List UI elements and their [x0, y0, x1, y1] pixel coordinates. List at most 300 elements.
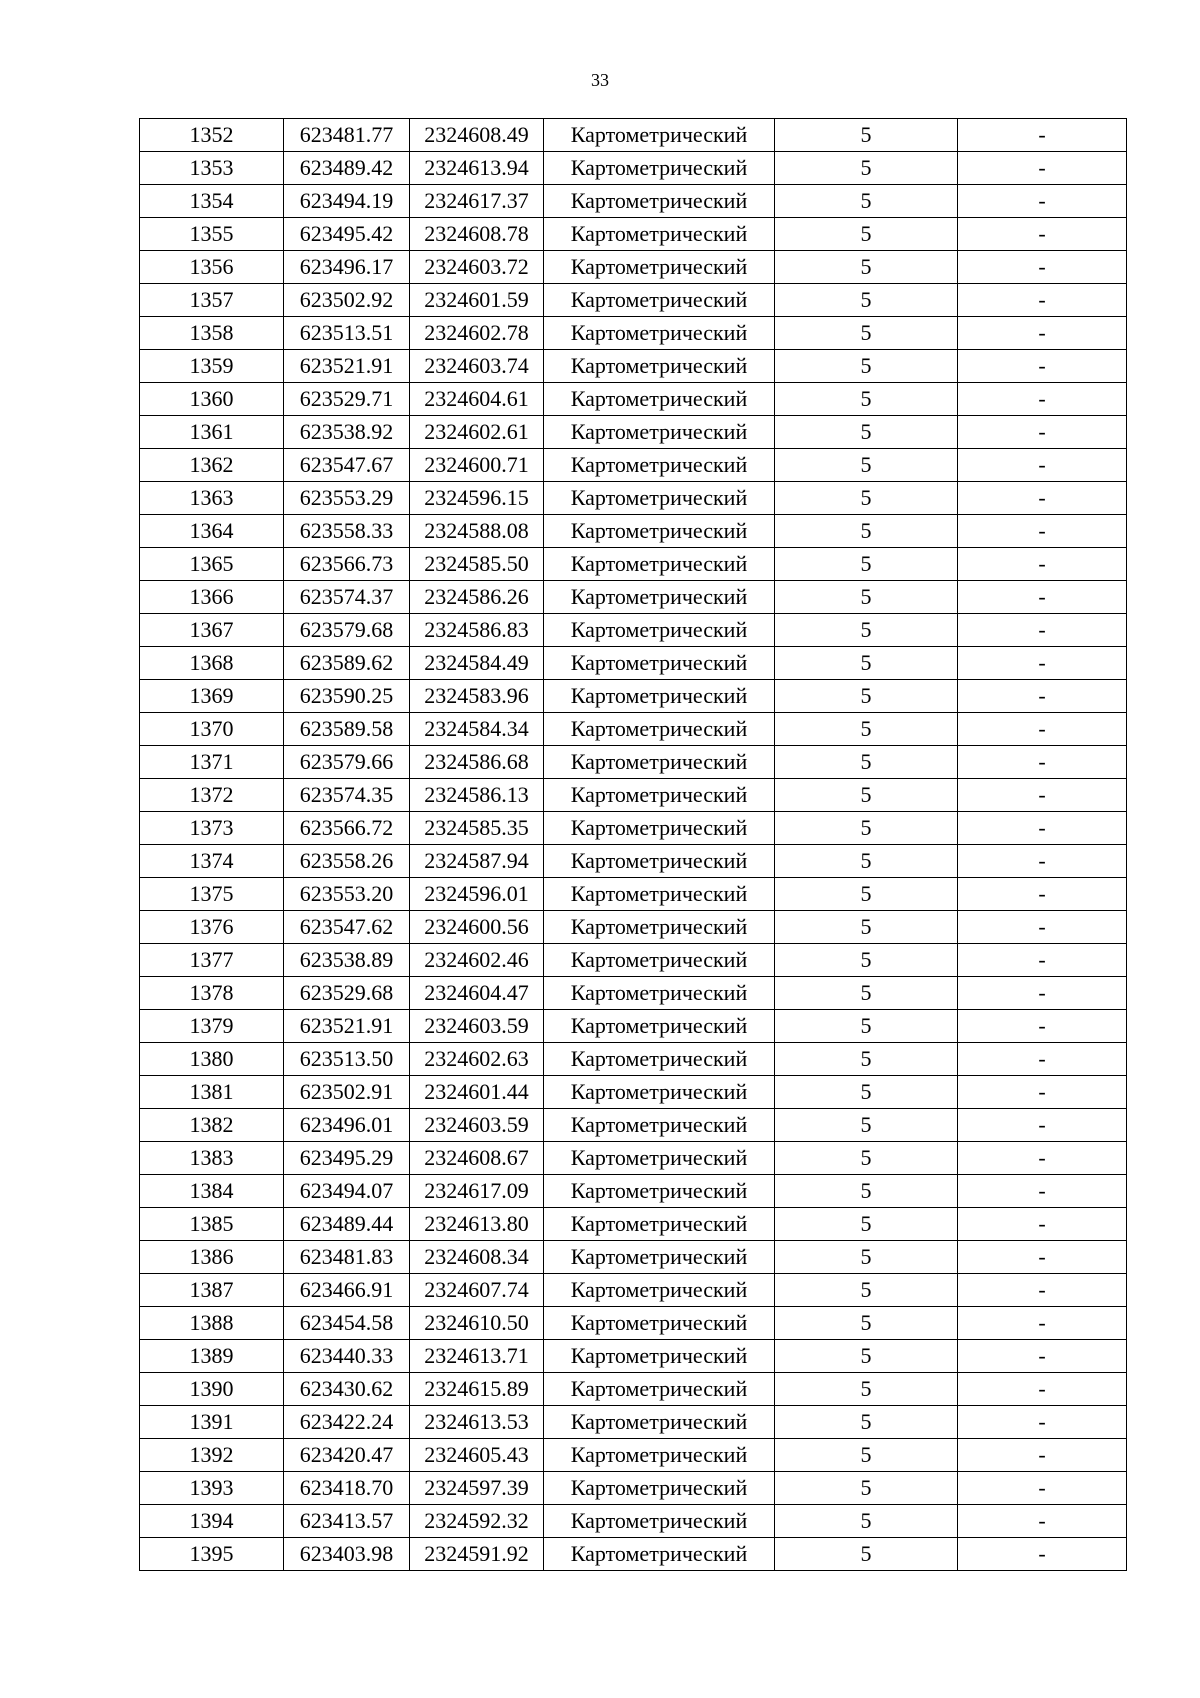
- point-number-cell: 1372: [140, 779, 284, 812]
- x-coordinate-cell: 623538.92: [284, 416, 410, 449]
- accuracy-cell: 5: [775, 416, 958, 449]
- accuracy-cell: 5: [775, 1043, 958, 1076]
- y-coordinate-cell: 2324603.74: [410, 350, 544, 383]
- point-number-cell: 1390: [140, 1373, 284, 1406]
- description-cell: -: [958, 713, 1127, 746]
- y-coordinate-cell: 2324586.68: [410, 746, 544, 779]
- x-coordinate-cell: 623494.07: [284, 1175, 410, 1208]
- description-cell: -: [958, 317, 1127, 350]
- x-coordinate-cell: 623521.91: [284, 1010, 410, 1043]
- method-cell: Картометрический: [544, 317, 775, 350]
- accuracy-cell: 5: [775, 911, 958, 944]
- accuracy-cell: 5: [775, 1439, 958, 1472]
- point-number-cell: 1359: [140, 350, 284, 383]
- method-cell: Картометрический: [544, 449, 775, 482]
- accuracy-cell: 5: [775, 1472, 958, 1505]
- table-row: [140, 1208, 1127, 1241]
- method-cell: Картометрический: [544, 812, 775, 845]
- accuracy-cell: 5: [775, 548, 958, 581]
- table-row: [140, 1373, 1127, 1406]
- y-coordinate-cell: 2324601.59: [410, 284, 544, 317]
- method-cell: Картометрический: [544, 119, 775, 152]
- description-cell: -: [958, 119, 1127, 152]
- point-number-cell: 1354: [140, 185, 284, 218]
- y-coordinate-cell: 2324608.78: [410, 218, 544, 251]
- description-cell: -: [958, 515, 1127, 548]
- y-coordinate-cell: 2324608.67: [410, 1142, 544, 1175]
- point-number-cell: 1367: [140, 614, 284, 647]
- x-coordinate-cell: 623513.50: [284, 1043, 410, 1076]
- point-number-cell: 1391: [140, 1406, 284, 1439]
- accuracy-cell: 5: [775, 779, 958, 812]
- accuracy-cell: 5: [775, 383, 958, 416]
- method-cell: Картометрический: [544, 1076, 775, 1109]
- description-cell: -: [958, 1505, 1127, 1538]
- description-cell: -: [958, 911, 1127, 944]
- description-cell: -: [958, 218, 1127, 251]
- y-coordinate-cell: 2324601.44: [410, 1076, 544, 1109]
- method-cell: Картометрический: [544, 779, 775, 812]
- table-row: [140, 1505, 1127, 1538]
- y-coordinate-cell: 2324596.15: [410, 482, 544, 515]
- point-number-cell: 1380: [140, 1043, 284, 1076]
- method-cell: Картометрический: [544, 1472, 775, 1505]
- point-number-cell: 1368: [140, 647, 284, 680]
- description-cell: -: [958, 1274, 1127, 1307]
- description-cell: -: [958, 1043, 1127, 1076]
- method-cell: Картометрический: [544, 878, 775, 911]
- table-row: [140, 1076, 1127, 1109]
- method-cell: Картометрический: [544, 1208, 775, 1241]
- accuracy-cell: 5: [775, 1175, 958, 1208]
- point-number-cell: 1382: [140, 1109, 284, 1142]
- x-coordinate-cell: 623566.73: [284, 548, 410, 581]
- y-coordinate-cell: 2324603.72: [410, 251, 544, 284]
- method-cell: Картометрический: [544, 1142, 775, 1175]
- table-row: [140, 812, 1127, 845]
- x-coordinate-cell: 623590.25: [284, 680, 410, 713]
- method-cell: Картометрический: [544, 350, 775, 383]
- method-cell: Картометрический: [544, 284, 775, 317]
- x-coordinate-cell: 623496.17: [284, 251, 410, 284]
- accuracy-cell: 5: [775, 1010, 958, 1043]
- x-coordinate-cell: 623422.24: [284, 1406, 410, 1439]
- y-coordinate-cell: 2324602.63: [410, 1043, 544, 1076]
- description-cell: -: [958, 680, 1127, 713]
- table-row: [140, 152, 1127, 185]
- description-cell: -: [958, 152, 1127, 185]
- point-number-cell: 1387: [140, 1274, 284, 1307]
- y-coordinate-cell: 2324584.49: [410, 647, 544, 680]
- description-cell: -: [958, 1538, 1127, 1571]
- point-number-cell: 1366: [140, 581, 284, 614]
- description-cell: -: [958, 1439, 1127, 1472]
- method-cell: Картометрический: [544, 1538, 775, 1571]
- method-cell: Картометрический: [544, 1109, 775, 1142]
- x-coordinate-cell: 623521.91: [284, 350, 410, 383]
- description-cell: -: [958, 1175, 1127, 1208]
- description-cell: -: [958, 614, 1127, 647]
- x-coordinate-cell: 623481.77: [284, 119, 410, 152]
- accuracy-cell: 5: [775, 1076, 958, 1109]
- x-coordinate-cell: 623529.68: [284, 977, 410, 1010]
- point-number-cell: 1395: [140, 1538, 284, 1571]
- y-coordinate-cell: 2324585.50: [410, 548, 544, 581]
- point-number-cell: 1378: [140, 977, 284, 1010]
- y-coordinate-cell: 2324586.83: [410, 614, 544, 647]
- point-number-cell: 1381: [140, 1076, 284, 1109]
- table-row: [140, 1142, 1127, 1175]
- table-row: [140, 350, 1127, 383]
- method-cell: Картометрический: [544, 944, 775, 977]
- table-row: [140, 944, 1127, 977]
- point-number-cell: 1375: [140, 878, 284, 911]
- method-cell: Картометрический: [544, 1340, 775, 1373]
- method-cell: Картометрический: [544, 713, 775, 746]
- accuracy-cell: 5: [775, 878, 958, 911]
- table-row: [140, 218, 1127, 251]
- description-cell: -: [958, 746, 1127, 779]
- method-cell: Картометрический: [544, 416, 775, 449]
- y-coordinate-cell: 2324617.09: [410, 1175, 544, 1208]
- x-coordinate-cell: 623579.66: [284, 746, 410, 779]
- y-coordinate-cell: 2324603.59: [410, 1109, 544, 1142]
- y-coordinate-cell: 2324613.71: [410, 1340, 544, 1373]
- x-coordinate-cell: 623547.67: [284, 449, 410, 482]
- y-coordinate-cell: 2324586.13: [410, 779, 544, 812]
- description-cell: -: [958, 1406, 1127, 1439]
- x-coordinate-cell: 623495.29: [284, 1142, 410, 1175]
- x-coordinate-cell: 623454.58: [284, 1307, 410, 1340]
- y-coordinate-cell: 2324597.39: [410, 1472, 544, 1505]
- table-row: [140, 185, 1127, 218]
- y-coordinate-cell: 2324600.56: [410, 911, 544, 944]
- coordinates-table-body: [140, 119, 1127, 1571]
- table-row: [140, 779, 1127, 812]
- x-coordinate-cell: 623494.19: [284, 185, 410, 218]
- y-coordinate-cell: 2324584.34: [410, 713, 544, 746]
- method-cell: Картометрический: [544, 482, 775, 515]
- accuracy-cell: 5: [775, 284, 958, 317]
- method-cell: Картометрический: [544, 152, 775, 185]
- x-coordinate-cell: 623574.35: [284, 779, 410, 812]
- point-number-cell: 1374: [140, 845, 284, 878]
- point-number-cell: 1393: [140, 1472, 284, 1505]
- table-row: [140, 1406, 1127, 1439]
- y-coordinate-cell: 2324602.46: [410, 944, 544, 977]
- point-number-cell: 1364: [140, 515, 284, 548]
- point-number-cell: 1369: [140, 680, 284, 713]
- description-cell: -: [958, 284, 1127, 317]
- y-coordinate-cell: 2324605.43: [410, 1439, 544, 1472]
- description-cell: -: [958, 1109, 1127, 1142]
- x-coordinate-cell: 623566.72: [284, 812, 410, 845]
- method-cell: Картометрический: [544, 581, 775, 614]
- table-row: [140, 317, 1127, 350]
- x-coordinate-cell: 623413.57: [284, 1505, 410, 1538]
- y-coordinate-cell: 2324607.74: [410, 1274, 544, 1307]
- y-coordinate-cell: 2324604.61: [410, 383, 544, 416]
- y-coordinate-cell: 2324608.34: [410, 1241, 544, 1274]
- point-number-cell: 1371: [140, 746, 284, 779]
- table-row: [140, 1307, 1127, 1340]
- description-cell: -: [958, 1307, 1127, 1340]
- method-cell: Картометрический: [544, 1241, 775, 1274]
- x-coordinate-cell: 623496.01: [284, 1109, 410, 1142]
- point-number-cell: 1386: [140, 1241, 284, 1274]
- method-cell: Картометрический: [544, 251, 775, 284]
- accuracy-cell: 5: [775, 1208, 958, 1241]
- method-cell: Картометрический: [544, 1175, 775, 1208]
- point-number-cell: 1392: [140, 1439, 284, 1472]
- method-cell: Картометрический: [544, 1043, 775, 1076]
- description-cell: -: [958, 581, 1127, 614]
- description-cell: -: [958, 845, 1127, 878]
- x-coordinate-cell: 623547.62: [284, 911, 410, 944]
- accuracy-cell: 5: [775, 1505, 958, 1538]
- table-row: [140, 977, 1127, 1010]
- y-coordinate-cell: 2324586.26: [410, 581, 544, 614]
- description-cell: -: [958, 416, 1127, 449]
- x-coordinate-cell: 623495.42: [284, 218, 410, 251]
- table-row: [140, 1274, 1127, 1307]
- description-cell: -: [958, 185, 1127, 218]
- accuracy-cell: 5: [775, 449, 958, 482]
- table-row: [140, 515, 1127, 548]
- point-number-cell: 1384: [140, 1175, 284, 1208]
- accuracy-cell: 5: [775, 812, 958, 845]
- table-row: [140, 482, 1127, 515]
- point-number-cell: 1388: [140, 1307, 284, 1340]
- accuracy-cell: 5: [775, 185, 958, 218]
- y-coordinate-cell: 2324591.92: [410, 1538, 544, 1571]
- description-cell: -: [958, 482, 1127, 515]
- y-coordinate-cell: 2324615.89: [410, 1373, 544, 1406]
- table-row: [140, 449, 1127, 482]
- description-cell: -: [958, 647, 1127, 680]
- table-row: [140, 647, 1127, 680]
- description-cell: -: [958, 449, 1127, 482]
- accuracy-cell: 5: [775, 1340, 958, 1373]
- table-row: [140, 383, 1127, 416]
- x-coordinate-cell: 623589.62: [284, 647, 410, 680]
- y-coordinate-cell: 2324585.35: [410, 812, 544, 845]
- table-row: [140, 119, 1127, 152]
- x-coordinate-cell: 623418.70: [284, 1472, 410, 1505]
- description-cell: -: [958, 812, 1127, 845]
- accuracy-cell: 5: [775, 680, 958, 713]
- method-cell: Картометрический: [544, 1406, 775, 1439]
- accuracy-cell: 5: [775, 647, 958, 680]
- accuracy-cell: 5: [775, 482, 958, 515]
- description-cell: -: [958, 1340, 1127, 1373]
- y-coordinate-cell: 2324587.94: [410, 845, 544, 878]
- description-cell: -: [958, 779, 1127, 812]
- description-cell: -: [958, 1373, 1127, 1406]
- description-cell: -: [958, 1010, 1127, 1043]
- table-row: [140, 251, 1127, 284]
- x-coordinate-cell: 623502.91: [284, 1076, 410, 1109]
- x-coordinate-cell: 623420.47: [284, 1439, 410, 1472]
- x-coordinate-cell: 623579.68: [284, 614, 410, 647]
- description-cell: -: [958, 1472, 1127, 1505]
- table-row: [140, 1340, 1127, 1373]
- method-cell: Картометрический: [544, 680, 775, 713]
- y-coordinate-cell: 2324610.50: [410, 1307, 544, 1340]
- accuracy-cell: 5: [775, 1274, 958, 1307]
- y-coordinate-cell: 2324613.80: [410, 1208, 544, 1241]
- x-coordinate-cell: 623538.89: [284, 944, 410, 977]
- description-cell: -: [958, 878, 1127, 911]
- y-coordinate-cell: 2324602.78: [410, 317, 544, 350]
- table-row: [140, 1439, 1127, 1472]
- x-coordinate-cell: 623589.58: [284, 713, 410, 746]
- point-number-cell: 1373: [140, 812, 284, 845]
- method-cell: Картометрический: [544, 845, 775, 878]
- x-coordinate-cell: 623481.83: [284, 1241, 410, 1274]
- y-coordinate-cell: 2324592.32: [410, 1505, 544, 1538]
- y-coordinate-cell: 2324604.47: [410, 977, 544, 1010]
- coordinates-table: [139, 118, 1127, 1571]
- accuracy-cell: 5: [775, 977, 958, 1010]
- point-number-cell: 1377: [140, 944, 284, 977]
- point-number-cell: 1353: [140, 152, 284, 185]
- point-number-cell: 1389: [140, 1340, 284, 1373]
- table-row: [140, 713, 1127, 746]
- description-cell: -: [958, 1241, 1127, 1274]
- description-cell: -: [958, 350, 1127, 383]
- point-number-cell: 1385: [140, 1208, 284, 1241]
- accuracy-cell: 5: [775, 119, 958, 152]
- point-number-cell: 1376: [140, 911, 284, 944]
- table-row: [140, 1175, 1127, 1208]
- method-cell: Картометрический: [544, 1274, 775, 1307]
- description-cell: -: [958, 548, 1127, 581]
- description-cell: -: [958, 251, 1127, 284]
- accuracy-cell: 5: [775, 1373, 958, 1406]
- table-row: [140, 1538, 1127, 1571]
- y-coordinate-cell: 2324583.96: [410, 680, 544, 713]
- table-row: [140, 581, 1127, 614]
- accuracy-cell: 5: [775, 746, 958, 779]
- table-row: [140, 1010, 1127, 1043]
- y-coordinate-cell: 2324608.49: [410, 119, 544, 152]
- table-row: [140, 680, 1127, 713]
- accuracy-cell: 5: [775, 515, 958, 548]
- point-number-cell: 1362: [140, 449, 284, 482]
- table-row: [140, 878, 1127, 911]
- x-coordinate-cell: 623440.33: [284, 1340, 410, 1373]
- method-cell: Картометрический: [544, 218, 775, 251]
- point-number-cell: 1352: [140, 119, 284, 152]
- table-row: [140, 614, 1127, 647]
- accuracy-cell: 5: [775, 845, 958, 878]
- table-row: [140, 1472, 1127, 1505]
- description-cell: -: [958, 1076, 1127, 1109]
- x-coordinate-cell: 623489.42: [284, 152, 410, 185]
- accuracy-cell: 5: [775, 350, 958, 383]
- table-row: [140, 416, 1127, 449]
- method-cell: Картометрический: [544, 548, 775, 581]
- method-cell: Картометрический: [544, 383, 775, 416]
- point-number-cell: 1370: [140, 713, 284, 746]
- x-coordinate-cell: 623553.20: [284, 878, 410, 911]
- table-row: [140, 911, 1127, 944]
- point-number-cell: 1394: [140, 1505, 284, 1538]
- accuracy-cell: 5: [775, 944, 958, 977]
- x-coordinate-cell: 623502.92: [284, 284, 410, 317]
- y-coordinate-cell: 2324602.61: [410, 416, 544, 449]
- point-number-cell: 1379: [140, 1010, 284, 1043]
- x-coordinate-cell: 623558.26: [284, 845, 410, 878]
- point-number-cell: 1363: [140, 482, 284, 515]
- description-cell: -: [958, 977, 1127, 1010]
- method-cell: Картометрический: [544, 1505, 775, 1538]
- point-number-cell: 1360: [140, 383, 284, 416]
- accuracy-cell: 5: [775, 1307, 958, 1340]
- x-coordinate-cell: 623403.98: [284, 1538, 410, 1571]
- description-cell: -: [958, 383, 1127, 416]
- method-cell: Картометрический: [544, 1373, 775, 1406]
- x-coordinate-cell: 623529.71: [284, 383, 410, 416]
- accuracy-cell: 5: [775, 218, 958, 251]
- x-coordinate-cell: 623513.51: [284, 317, 410, 350]
- x-coordinate-cell: 623574.37: [284, 581, 410, 614]
- point-number-cell: 1357: [140, 284, 284, 317]
- point-number-cell: 1356: [140, 251, 284, 284]
- method-cell: Картометрический: [544, 647, 775, 680]
- accuracy-cell: 5: [775, 152, 958, 185]
- accuracy-cell: 5: [775, 614, 958, 647]
- point-number-cell: 1365: [140, 548, 284, 581]
- accuracy-cell: 5: [775, 251, 958, 284]
- y-coordinate-cell: 2324617.37: [410, 185, 544, 218]
- y-coordinate-cell: 2324613.94: [410, 152, 544, 185]
- accuracy-cell: 5: [775, 1109, 958, 1142]
- description-cell: -: [958, 944, 1127, 977]
- x-coordinate-cell: 623466.91: [284, 1274, 410, 1307]
- method-cell: Картометрический: [544, 614, 775, 647]
- y-coordinate-cell: 2324588.08: [410, 515, 544, 548]
- table-row: [140, 1109, 1127, 1142]
- table-row: [140, 548, 1127, 581]
- method-cell: Картометрический: [544, 1307, 775, 1340]
- y-coordinate-cell: 2324613.53: [410, 1406, 544, 1439]
- table-row: [140, 1241, 1127, 1274]
- table-row: [140, 746, 1127, 779]
- y-coordinate-cell: 2324603.59: [410, 1010, 544, 1043]
- accuracy-cell: 5: [775, 581, 958, 614]
- method-cell: Картометрический: [544, 185, 775, 218]
- y-coordinate-cell: 2324600.71: [410, 449, 544, 482]
- x-coordinate-cell: 623553.29: [284, 482, 410, 515]
- x-coordinate-cell: 623489.44: [284, 1208, 410, 1241]
- accuracy-cell: 5: [775, 1142, 958, 1175]
- method-cell: Картометрический: [544, 1010, 775, 1043]
- y-coordinate-cell: 2324596.01: [410, 878, 544, 911]
- accuracy-cell: 5: [775, 1406, 958, 1439]
- point-number-cell: 1358: [140, 317, 284, 350]
- method-cell: Картометрический: [544, 515, 775, 548]
- x-coordinate-cell: 623430.62: [284, 1373, 410, 1406]
- accuracy-cell: 5: [775, 713, 958, 746]
- table-row: [140, 845, 1127, 878]
- method-cell: Картометрический: [544, 746, 775, 779]
- point-number-cell: 1383: [140, 1142, 284, 1175]
- accuracy-cell: 5: [775, 317, 958, 350]
- accuracy-cell: 5: [775, 1538, 958, 1571]
- method-cell: Картометрический: [544, 911, 775, 944]
